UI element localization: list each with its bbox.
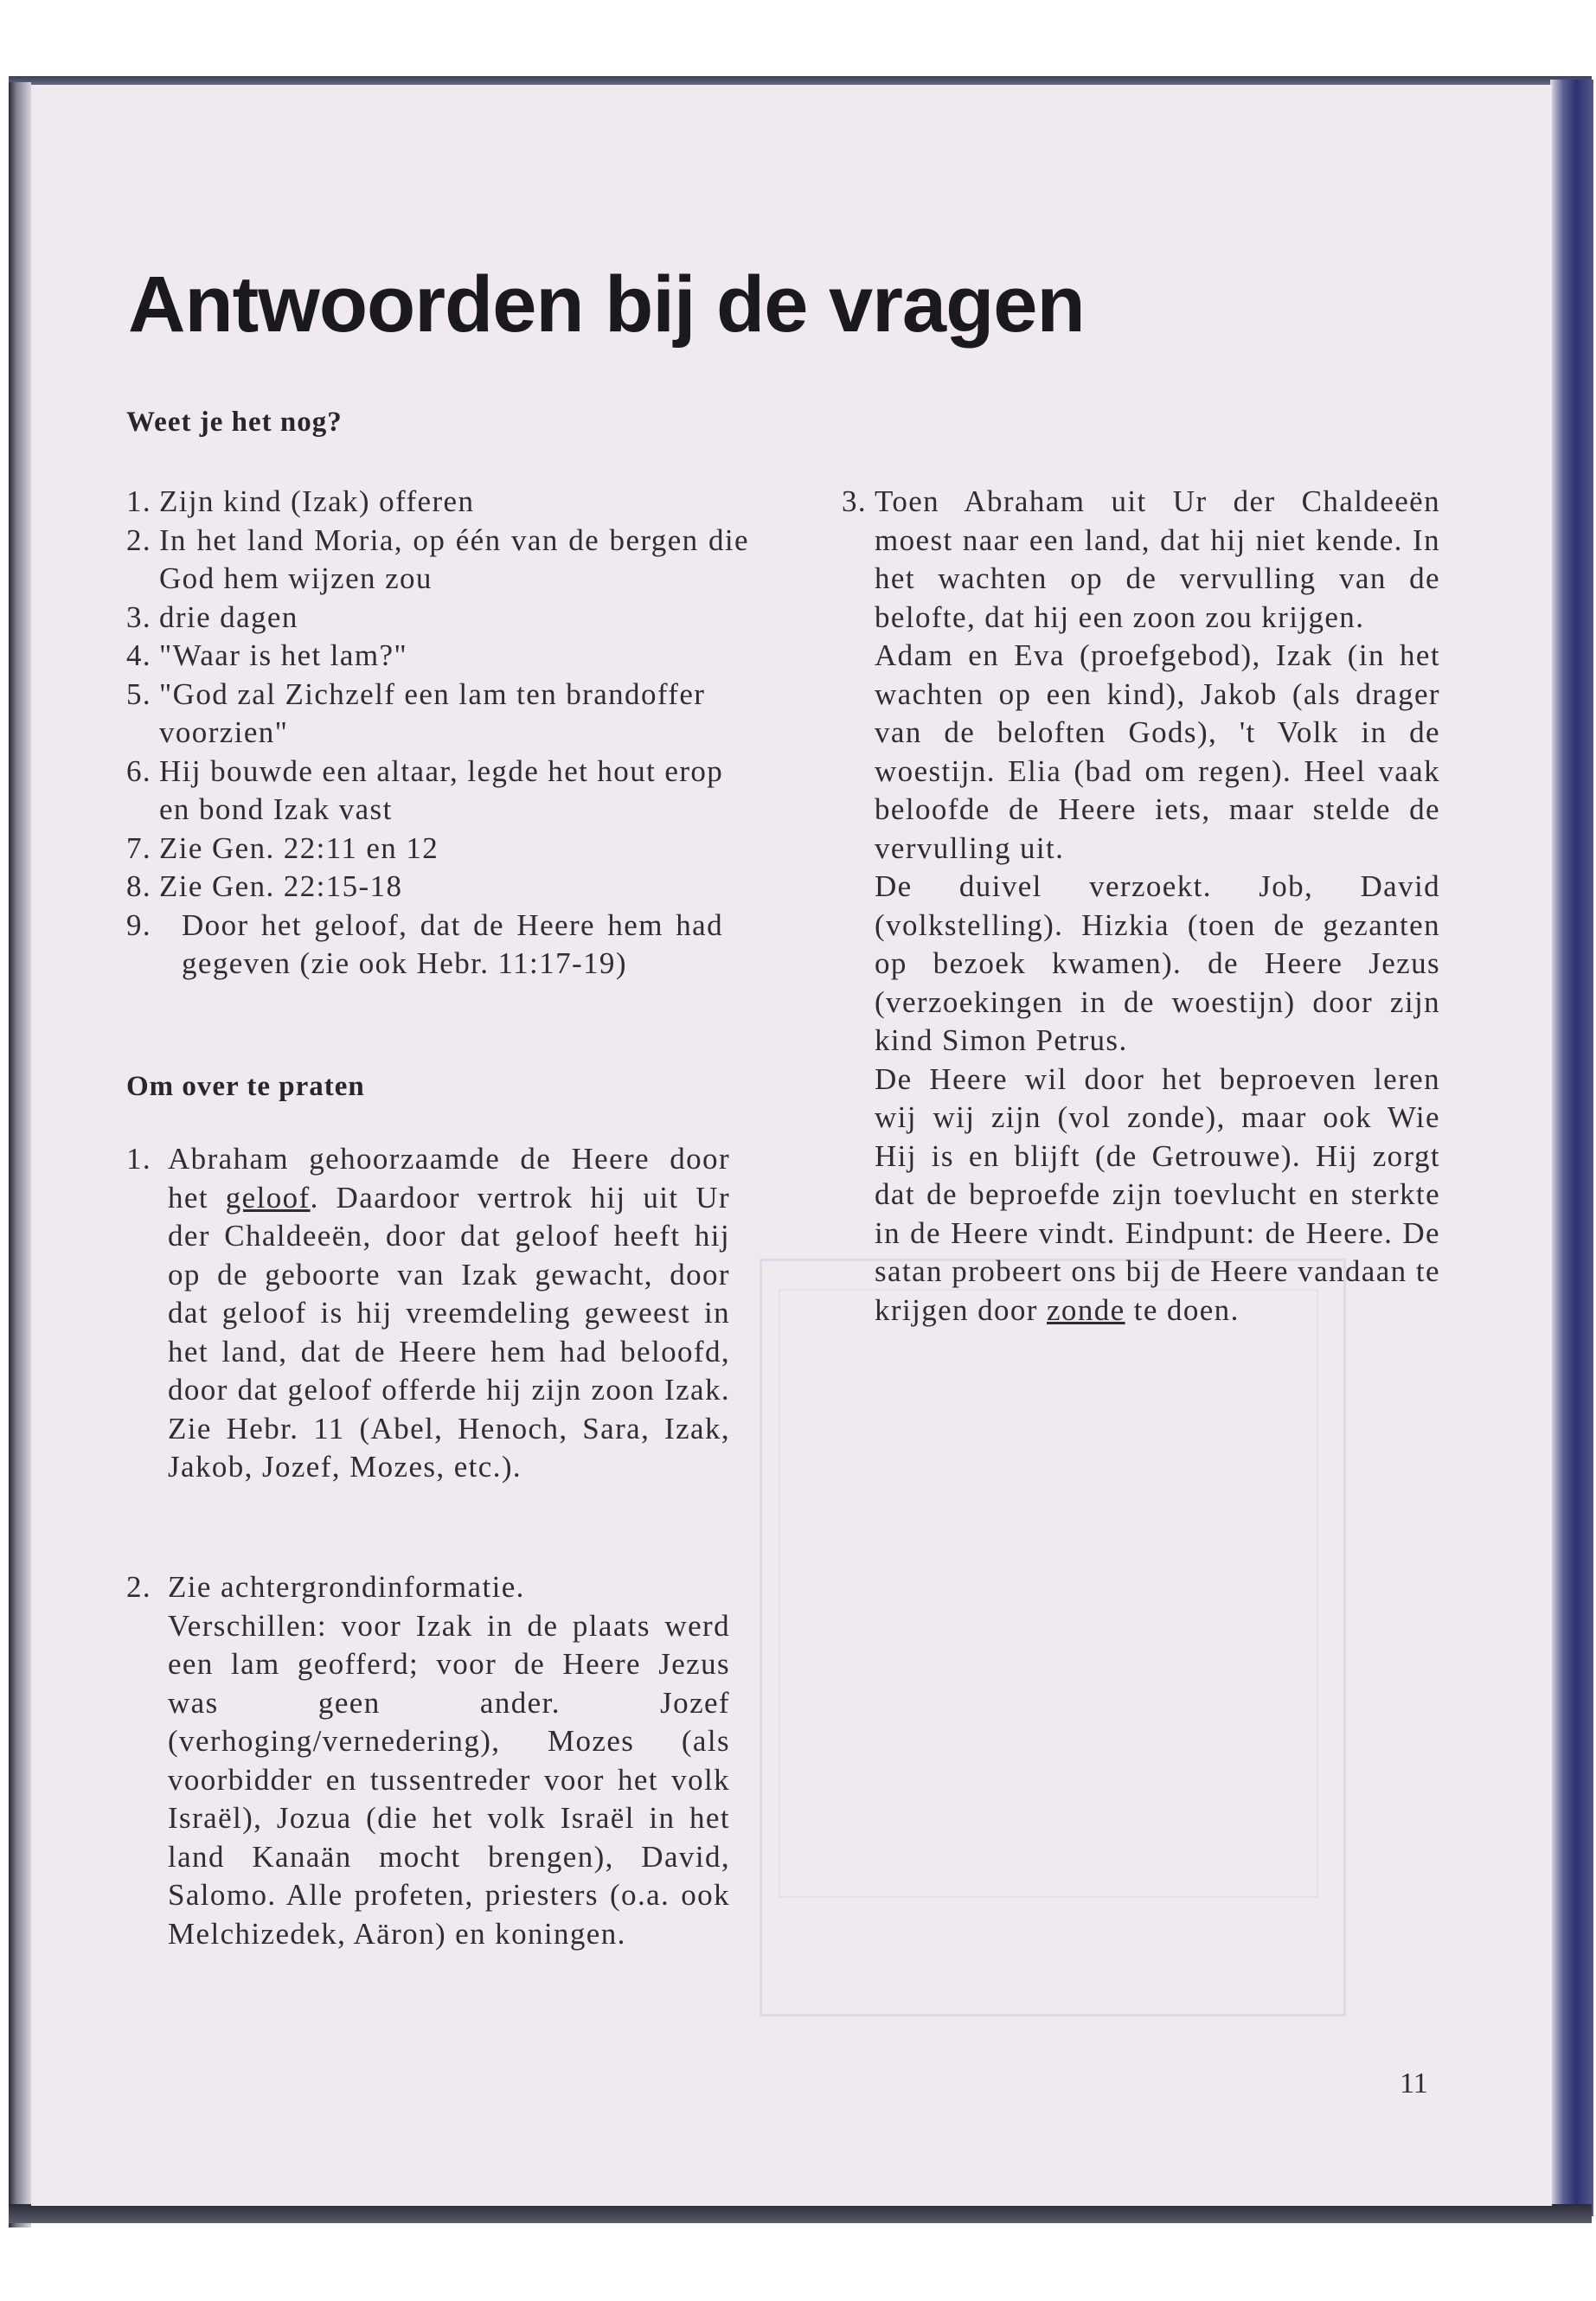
text-segment: Abraham gehoorzaamde de Heere door het [168, 1142, 730, 1215]
item-text: Zie Gen. 22:11 en 12 [159, 830, 439, 865]
list-item [126, 753, 749, 830]
text-segment: te doen. [1125, 1292, 1240, 1327]
item-number: 8. [126, 869, 152, 903]
binding-bottom-edge [9, 2204, 1592, 2223]
item-text: drie dagen [159, 599, 298, 634]
item-number: 2. [126, 522, 152, 557]
book-cover-edge [1550, 80, 1593, 2216]
text-segment: . Daardoor vertrok hij uit Ur der Chaldeeën, door dat geloof heeft hij op de geboorte van Izak gewacht, door dat geloof is hij vreemdeling geweest in het land, dat de Heere hem had beloofd, door dat geloof offerde hij zijn zoon Izak. Zie Hebr. 11 (Abel, Henoch, Sara, Izak, Jakob, Jozef, Mozes, etc.). [168, 1180, 731, 1484]
paragraph: Adam en Eva (proefgebod), Izak (in het wachten op een kind), Jakob (als drager van de beloften Gods), 't Volk in de woestijn. Elia (bad om regen). Heel vaak beloofde de Heere iets, maar stelde de vervulling uit. [875, 638, 1440, 865]
item-text: Zie Gen. 22:15-18 [159, 869, 403, 903]
item-text: In het land Moria, op één van de bergen die God hem wijzen zou [159, 522, 749, 595]
item-number: 1. [126, 484, 152, 518]
item-number: 6. [126, 753, 152, 788]
item-number: 2. [126, 1570, 152, 1604]
list-item [126, 483, 749, 522]
item-first-line: Zie achtergrondinformatie. [168, 1570, 525, 1604]
list-item [126, 637, 749, 676]
underlined-word: geloof [225, 1180, 311, 1215]
item-number: 1. [126, 1142, 152, 1176]
paragraph: Toen Abraham uit Ur der Chaldeeën moest naar een land, dat hij niet kende. In het wachten op de vervulling van de belofte, dat hij een zoon zou krijgen. [875, 484, 1440, 634]
paragraph: De duivel verzoekt. Job, David (volkstelling). Hizkia (toen de gezanten op bezoek kwamen). de Heere Jezus (verzoekingen in de woestijn) door zijn kind Simon Petrus. [875, 869, 1440, 1057]
item-text: Zijn kind (Izak) offeren [159, 484, 475, 518]
underlined-word: zonde [1047, 1292, 1125, 1327]
list-item [126, 676, 749, 753]
answer-praten-1 [126, 1140, 749, 1487]
text-segment: De Heere wil door het beproeven leren wij wij zijn (vol zonde), maar ook Wie Hij is en blijft (de Getrouwe). Hij zorgt dat de beproefde zijn toevlucht en sterkte in de Heere vindt. Eindpunt: de Heere. De satan probeert ons bij de Heere vandaan te krijgen door [875, 1061, 1440, 1327]
item-number: 9. [126, 907, 152, 942]
paragraph [875, 1061, 1440, 1330]
item-body [168, 1568, 749, 1953]
list-item [126, 599, 749, 638]
item-number: 5. [126, 676, 152, 711]
answer-praten-2 [126, 1568, 749, 1953]
list-item [126, 522, 749, 599]
item-text: Door het geloof, dat de Heere hem had gegeven (zie ook Hebr. 11:17-19) [182, 907, 723, 980]
answers-list-weet [126, 483, 749, 984]
page-number: 11 [1400, 2067, 1428, 2099]
page-title: Antwoorden bij de vragen [128, 260, 1085, 349]
item-number: 3. [842, 484, 868, 518]
item-text: Verschillen: voor Izak in de plaats werd een lam geofferd; voor de Heere Jezus was geen ander. Jozef (verhoging/vernedering), Mozes (als voorbidder en tussentreder voor het volk Israël), Jozua (die het volk Israël in het land Kanaän mocht brengen), David, Salomo. Alle profeten, priesters (o.a. ook Melchizedek, Aäron) en koningen. [168, 1608, 730, 1951]
item-text: "God zal Zichzelf een lam ten brandoffer voorzien" [159, 676, 706, 749]
item-number: 7. [126, 830, 152, 865]
list-item [126, 830, 749, 868]
item-number: 3. [126, 599, 152, 634]
section-heading-praten: Om over te praten [126, 1071, 365, 1102]
section-heading-weet: Weet je het nog? [126, 407, 343, 438]
item-number: 4. [126, 638, 152, 672]
item-body [875, 483, 1440, 1330]
answer-praten-3 [842, 483, 1440, 1330]
item-text [168, 1140, 749, 1487]
list-item [126, 868, 749, 907]
item-text: Hij bouwde een altaar, legde het hout erop en bond Izak vast [159, 753, 724, 826]
item-text: "Waar is het lam?" [159, 638, 408, 672]
bleed-through-inner-frame [779, 1289, 1318, 1898]
list-item [126, 907, 749, 984]
binding-left-edge [9, 82, 31, 2227]
